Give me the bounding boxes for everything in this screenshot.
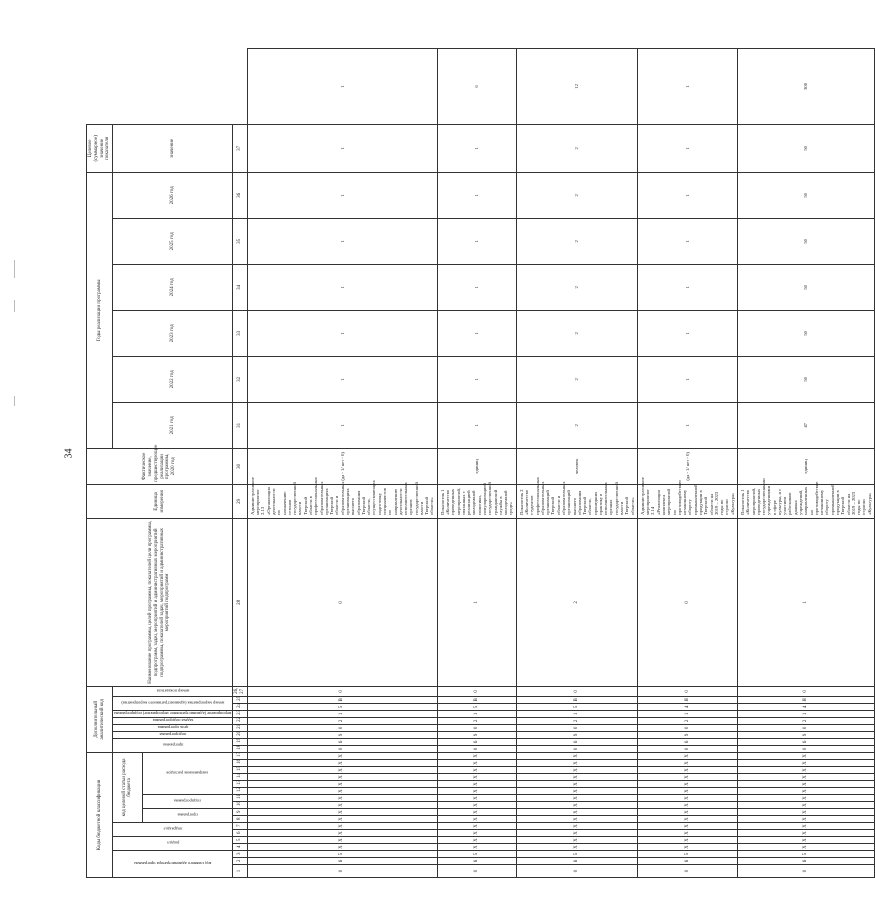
code-digit: X xyxy=(516,760,637,767)
code-digit: X xyxy=(637,816,737,823)
code-digit: X xyxy=(737,752,874,759)
column-number: 32 xyxy=(233,356,248,402)
column-number: 29 xyxy=(233,484,248,518)
column-number: 28 xyxy=(233,518,248,686)
row-fact: 1 xyxy=(247,402,437,448)
code-digit: 4 xyxy=(637,703,737,710)
code-digit: 2 xyxy=(437,717,516,724)
code-digit: X xyxy=(516,795,637,802)
code-digit: 0 xyxy=(437,724,516,731)
row-year-value: 1 xyxy=(247,218,437,264)
code-digit: 9 xyxy=(516,731,637,738)
code-digit: X xyxy=(516,823,637,830)
year-2026-header: 2026 год xyxy=(113,172,233,218)
code-digit: Я xyxy=(637,696,737,703)
code-digit: X xyxy=(247,781,437,788)
code-digit: В xyxy=(247,696,437,703)
code-digit: X xyxy=(516,752,637,759)
row-name: Показатель 1 «Количество мероприятий, проведенных государственными учреждениями в сфере культуры, и с участием работников данных учреждений, направленных на противодействие незаконному обороту промышленной продукции в Тверской области на 2019 – 2023 годы по отрасли «Культура» xyxy=(737,484,874,518)
row-target: 12 xyxy=(516,49,637,125)
code-digit: 2 xyxy=(737,717,874,724)
code-digit: 4 xyxy=(737,703,874,710)
row-year-value: 1 xyxy=(637,124,737,172)
unit-header: Единица измерения xyxy=(87,484,233,518)
code-digit: X xyxy=(516,837,637,844)
row-year-value: 50 xyxy=(737,356,874,402)
code-digit: X xyxy=(637,760,737,767)
code-digit: 0 xyxy=(737,686,874,696)
code-digit: 2 xyxy=(637,717,737,724)
scan-mark xyxy=(14,260,15,278)
scan-mark xyxy=(14,300,15,312)
row-year-value: 2 xyxy=(516,356,637,402)
direction-header: направление расходов xyxy=(142,752,233,794)
code-digit: X xyxy=(737,837,874,844)
code-digit: 0 xyxy=(516,686,637,696)
code-digit: X xyxy=(516,844,637,851)
code-digit: X xyxy=(737,788,874,795)
row-year-value: 1 xyxy=(637,264,737,310)
code-digit: 0 xyxy=(637,745,737,752)
code-digit: 0 xyxy=(516,745,637,752)
code-digit: 0 xyxy=(437,686,516,696)
code-digit: 0 xyxy=(247,745,437,752)
row-year-value: 1 xyxy=(637,172,737,218)
row-target: 300 xyxy=(737,49,874,125)
code-digit: 6 xyxy=(516,858,637,865)
code-digit: 9 xyxy=(437,731,516,738)
row-year-value: 50 xyxy=(737,310,874,356)
code-digit: 1 xyxy=(637,710,737,717)
table-row xyxy=(516,49,637,878)
row-year-value: 1 xyxy=(247,172,437,218)
subprogram-header: подпрограмма xyxy=(142,795,233,809)
code-digit: 1 xyxy=(437,710,516,717)
column-number: 15 xyxy=(233,767,248,774)
an-program-header: программа xyxy=(113,738,233,752)
code-digit: X xyxy=(737,830,874,837)
code-digit: X xyxy=(247,788,437,795)
column-number: 18 xyxy=(233,745,248,752)
code-digit: X xyxy=(437,774,516,781)
column-number: 12 xyxy=(233,788,248,795)
code-digit: 0 xyxy=(737,745,874,752)
column-number: 22 xyxy=(233,717,248,724)
code-digit: X xyxy=(637,809,737,816)
code-digit: 0 xyxy=(737,865,874,878)
code-digit: 6 xyxy=(637,858,737,865)
code-digit: X xyxy=(437,816,516,823)
row-year-value: 1 xyxy=(437,172,516,218)
code-digit: X xyxy=(637,844,737,851)
code-digit: X xyxy=(637,830,737,837)
column-number: 17 xyxy=(233,752,248,759)
row-name: Административное мероприятие 2.14 «Реализация комплекса мероприятий по противодействию незаконному обороту промышленной продукции в Тверской области на 2019 – 2023 годы по отрасли «Культура» xyxy=(637,484,737,518)
code-digit: Я xyxy=(737,696,874,703)
code-digit: X xyxy=(437,830,516,837)
row-unit: единиц xyxy=(437,448,516,484)
code-digit: X xyxy=(437,767,516,774)
an-task-header: задача подпрограммы xyxy=(113,717,233,724)
table-row xyxy=(737,49,874,878)
year-2025-header: 2025 год xyxy=(113,218,233,264)
code-digit: 6 xyxy=(516,738,637,745)
column-number: 36 xyxy=(233,172,248,218)
year-2021-header: 2021 год xyxy=(113,402,233,448)
row-name: Административное мероприятие 2.13 «Организация деятельности по назначению сезонов государственной власти Тверской области в профессиональных образовательных организациях Тверской области и образовательных организациях высшего образования Тверской области, осуществляющих подготовку специалистов по направлению деятельности исполнительных органов государственной власти Тверской области» xyxy=(247,484,437,518)
code-digit: X xyxy=(437,802,516,809)
code-digit: X xyxy=(516,809,637,816)
row-fact: 1 xyxy=(437,402,516,448)
year-2022-header: 2022 год xyxy=(113,356,233,402)
row-unit: единиц xyxy=(737,448,874,484)
code-digit: X xyxy=(637,752,737,759)
row-year-value: 50 xyxy=(737,124,874,172)
column-number: 30 xyxy=(233,448,248,484)
code-digit: X xyxy=(437,795,516,802)
code-digit: В xyxy=(437,696,516,703)
row-year-value: 2 xyxy=(516,310,637,356)
code-digit: 5 xyxy=(637,851,737,858)
code-digit: X xyxy=(637,774,737,781)
code-digit: 0 xyxy=(737,724,874,731)
code-digit: 1 xyxy=(516,710,637,717)
row-year-value: 1 xyxy=(637,310,737,356)
column-number: 24 xyxy=(233,703,248,710)
code-digit: 0 xyxy=(247,686,437,696)
code-digit: X xyxy=(247,830,437,837)
row-target: 6 xyxy=(437,49,516,125)
year-2024-header: 2024 год xyxy=(113,264,233,310)
code-digit: 1 xyxy=(437,518,516,686)
target-value-header: значение xyxy=(113,124,233,172)
fact-header: Фактическое значение, предшествующее реализации программы, 2020 год xyxy=(87,448,233,484)
column-number: 35 xyxy=(233,218,248,264)
code-digit: X xyxy=(516,774,637,781)
column-number: 2 xyxy=(233,858,248,865)
code-digit: X xyxy=(737,767,874,774)
name-header: Наименование программы, целей программы, показателей цели программы, подпрограмм, задач, мероприятий и административных мероприятий подпрограммы, показателей задач, мероприятий и административных мероприятий подпрограмм xyxy=(87,518,233,686)
code-digit: X xyxy=(516,788,637,795)
table-row xyxy=(247,49,437,878)
column-number: 7 xyxy=(233,823,248,830)
code-digit: 0 xyxy=(516,724,637,731)
code-digit: 2 xyxy=(516,717,637,724)
code-digit: X xyxy=(247,774,437,781)
row-unit: человек xyxy=(516,448,637,484)
code-digit: 1 xyxy=(247,710,437,717)
column-number: 23 xyxy=(233,710,248,717)
code-digit: 0 xyxy=(437,745,516,752)
row-target: 1 xyxy=(247,49,437,125)
code-digit: 0 xyxy=(516,865,637,878)
column-number: 13 xyxy=(233,781,248,788)
code-digit: X xyxy=(247,752,437,759)
row-unit: (да - 1/ нет - 0) xyxy=(637,448,737,484)
code-digit: X xyxy=(437,788,516,795)
additional-code-header: Дополнительный аналитический код xyxy=(87,686,113,752)
code-digit: X xyxy=(637,795,737,802)
row-year-value: 1 xyxy=(437,264,516,310)
column-number: 21 xyxy=(233,724,248,731)
row-year-value: 1 xyxy=(247,310,437,356)
column-number: 3 xyxy=(233,851,248,858)
target-group-header: Целевое (суммарное) значение показателя xyxy=(87,124,113,172)
code-digit: 1 xyxy=(737,710,874,717)
code-digit: X xyxy=(737,816,874,823)
code-digit: X xyxy=(637,767,737,774)
code-digit: X xyxy=(516,816,637,823)
code-digit: X xyxy=(247,844,437,851)
column-number: 37 xyxy=(233,124,248,172)
code-digit: В xyxy=(516,696,637,703)
code-digit: 6 xyxy=(637,738,737,745)
scan-mark xyxy=(14,396,15,406)
years-group-header: Годы реализации программы xyxy=(87,172,113,448)
code-digit: 0 xyxy=(247,865,437,878)
code-digit: X xyxy=(516,802,637,809)
code-digit: 6 xyxy=(737,738,874,745)
column-number: 26, 27 xyxy=(233,686,248,696)
row-year-value: 1 xyxy=(437,310,516,356)
code-digit: 0 xyxy=(637,686,737,696)
an-event-no-header: номер мероприятия (административного мероприятия) xyxy=(113,696,233,710)
row-year-value: 1 xyxy=(437,124,516,172)
code-digit: 0 xyxy=(637,518,737,686)
program-indicators-table xyxy=(86,48,875,878)
column-number: 33 xyxy=(233,310,248,356)
code-digit: X xyxy=(247,795,437,802)
code-digit: X xyxy=(247,816,437,823)
row-year-value: 1 xyxy=(637,218,737,264)
code-digit: 9 xyxy=(637,731,737,738)
table-row xyxy=(437,49,516,878)
column-number: 19 xyxy=(233,738,248,745)
column-number: 14 xyxy=(233,774,248,781)
code-digit: 1 xyxy=(737,518,874,686)
code-digit: 2 xyxy=(247,717,437,724)
code-digit: X xyxy=(737,795,874,802)
code-digit: 6 xyxy=(737,858,874,865)
code-digit: X xyxy=(516,767,637,774)
row-year-value: 1 xyxy=(437,356,516,402)
code-digit: 0 xyxy=(637,865,737,878)
column-number: 8 xyxy=(233,816,248,823)
code-digit: X xyxy=(637,781,737,788)
program-table-rotated xyxy=(86,48,872,878)
code-digit: X xyxy=(437,752,516,759)
column-numbers-row xyxy=(233,49,248,878)
code-digit: X xyxy=(516,830,637,837)
code-digit: 5 xyxy=(516,851,637,858)
code-digit: 6 xyxy=(247,858,437,865)
code-digit: X xyxy=(247,837,437,844)
code-digit: 5 xyxy=(437,851,516,858)
row-year-value: 2 xyxy=(516,124,637,172)
column-number: 20 xyxy=(233,731,248,738)
budget-codes-header: Коды бюджетной классификации xyxy=(87,752,113,877)
row-name: Показатель 2 «Количество студентов профессиональных образовательных организаций Тверской области и образовательных организаций высшего образования Тверской области, прошедших практику в исполнительных органах государственной власти Тверской области» xyxy=(516,484,637,518)
code-digit: 0 xyxy=(247,518,437,686)
column-number: 34 xyxy=(233,264,248,310)
code-digit: 2 xyxy=(516,518,637,686)
year-2023-header: 2023 год xyxy=(113,310,233,356)
row-fact: 47 xyxy=(737,402,874,448)
column-number: 5 xyxy=(233,837,248,844)
code-digit: 5 xyxy=(737,851,874,858)
column-number: 1 xyxy=(233,865,248,878)
section-header: раздел xyxy=(113,837,233,851)
program-header: программа xyxy=(142,809,233,823)
table-row xyxy=(637,49,737,878)
row-year-value: 1 xyxy=(247,356,437,402)
row-year-value: 2 xyxy=(516,264,637,310)
code-digit: X xyxy=(737,802,874,809)
target-article-header: код целевой статьи расхода бюджета xyxy=(113,752,143,822)
row-year-value: 1 xyxy=(637,356,737,402)
column-number: 31 xyxy=(233,402,248,448)
column-number: 11 xyxy=(233,795,248,802)
row-year-value: 1 xyxy=(437,218,516,264)
code-digit: X xyxy=(737,774,874,781)
row-name: Показатель 1 «Количество проведенных мероприятий, связанных с реализацией молодежной политики, популяризацией государственной гражданской службы в молодежной среде» xyxy=(437,484,516,518)
an-indicator-header: номер показателя xyxy=(113,686,233,696)
code-digit: 9 xyxy=(247,731,437,738)
code-digit: X xyxy=(247,823,437,830)
code-digit: X xyxy=(737,760,874,767)
code-digit: 5 xyxy=(247,703,437,710)
code-digit: X xyxy=(637,788,737,795)
code-digit: X xyxy=(737,844,874,851)
row-fact: 2 xyxy=(516,402,637,448)
column-number: 4 xyxy=(233,844,248,851)
code-digit: X xyxy=(637,823,737,830)
admin-code-header: код главного администратора программы xyxy=(113,851,233,878)
row-target: 1 xyxy=(637,49,737,125)
row-year-value: 1 xyxy=(247,264,437,310)
an-goal-header: цель программы xyxy=(113,724,233,731)
code-digit: 5 xyxy=(516,703,637,710)
code-digit: 0 xyxy=(247,724,437,731)
code-digit: X xyxy=(437,760,516,767)
code-digit: 0 xyxy=(637,724,737,731)
row-year-value: 1 xyxy=(247,124,437,172)
code-digit: X xyxy=(247,809,437,816)
code-digit: X xyxy=(437,837,516,844)
code-digit: X xyxy=(437,844,516,851)
code-digit: X xyxy=(247,760,437,767)
code-digit: 9 xyxy=(737,731,874,738)
an-event-header: мероприятие (административное мероприятие) подпрограммы xyxy=(114,711,232,717)
code-digit: X xyxy=(437,823,516,830)
code-digit: 0 xyxy=(437,865,516,878)
code-digit: X xyxy=(637,802,737,809)
code-digit: X xyxy=(247,802,437,809)
code-digit: X xyxy=(637,837,737,844)
code-digit: 6 xyxy=(247,738,437,745)
code-digit: X xyxy=(516,781,637,788)
code-digit: X xyxy=(737,781,874,788)
row-year-value: 50 xyxy=(737,264,874,310)
subsection-header: подраздел xyxy=(113,823,233,837)
table-body xyxy=(247,49,874,878)
row-year-value: 50 xyxy=(737,218,874,264)
column-number: 16 xyxy=(233,760,248,767)
row-unit: (да - 1/ нет - 0) xyxy=(247,448,437,484)
row-year-value: 2 xyxy=(516,218,637,264)
column-number: 9 xyxy=(233,809,248,816)
code-digit: X xyxy=(737,809,874,816)
code-digit: X xyxy=(247,767,437,774)
code-digit: 6 xyxy=(437,858,516,865)
column-number: 25 xyxy=(233,696,248,703)
code-digit: X xyxy=(737,823,874,830)
row-year-value: 2 xyxy=(516,172,637,218)
column-number: 10 xyxy=(233,802,248,809)
row-year-value: 50 xyxy=(737,172,874,218)
page-number: 34 xyxy=(63,448,75,459)
code-digit: X xyxy=(437,809,516,816)
code-digit: X xyxy=(437,781,516,788)
column-number: 6 xyxy=(233,830,248,837)
code-digit: 5 xyxy=(247,851,437,858)
an-subprogram-header: подпрограмма xyxy=(113,731,233,738)
code-digit: 6 xyxy=(437,738,516,745)
row-fact: 1 xyxy=(637,402,737,448)
code-digit: 5 xyxy=(437,703,516,710)
